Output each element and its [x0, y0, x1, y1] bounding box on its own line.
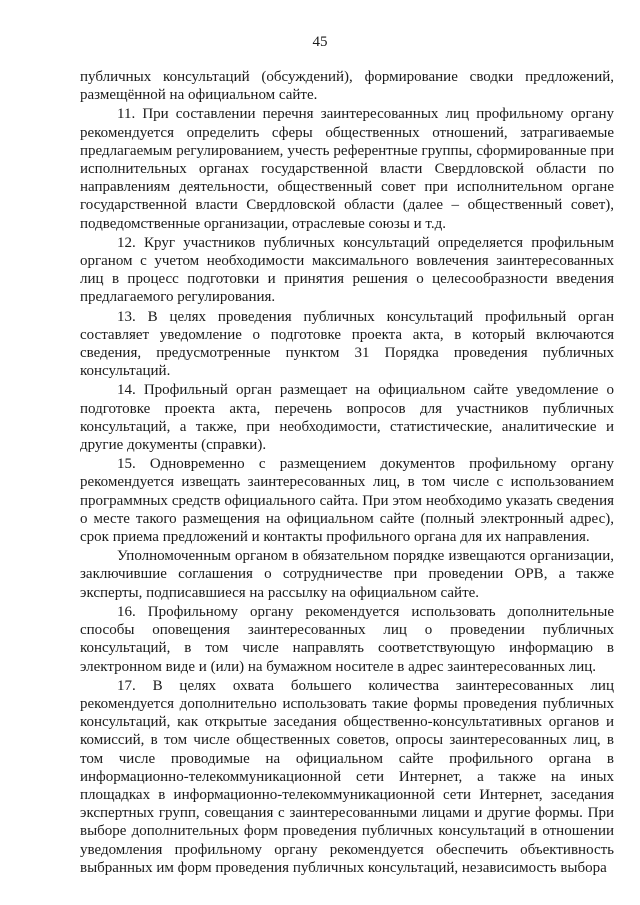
paragraph-13: 13. В целях проведения публичных консультаций профильный орган составляет уведомление о подготовке проекта акта, в который включаются сведения, предусмотренные пунктом 31 Порядка проведения публичных консультаций. [80, 308, 614, 380]
page-number: 45 [312, 34, 328, 50]
paragraph-15-notice: Уполномоченным органом в обязательном порядке извещаются организации, заключившие соглашения о сотрудничестве при проведении ОРВ, а также эксперты, подписавшиеся на рассылку на официальном сайте. [80, 548, 614, 601]
paragraph-continuation: публичных консультаций (обсуждений), формирование сводки предложений, размещённой на официальном сайте. [80, 69, 614, 104]
paragraph-15: 15. Одновременно с размещением документов профильному органу рекомендуется извещать заинтересованных лиц, в том числе с использованием программных средств официального сайта. При этом необходимо указать сведения о месте такого размещения на официальном сайте (полный электронный адрес), срок приема предложений и контакты профильного органа для их направления. [80, 456, 614, 546]
paragraph-17: 17. В целях охвата большего количества заинтересованных лиц рекомендуется дополнительно использовать такие формы проведения публичных консультаций, как открытые заседания общественно-консультативных органов и комиссий, в том числе общественных советов, опросы заинтересованных лиц, в том числе проводимые на официальном сайте профильного органа в информационно-телекоммуникационной сети Интернет, а также на иных площадках в информационно-телекоммуникационной сети Интернет, заседания экспертных групп, совещания с заинтересованными лицами и другие формы. При выборе дополнительных форм проведения публичных консультаций в отношении уведомления профильному органу рекомендуется обеспечить объективность выбранных им форм проведения публичных консультаций, независимость выбора [80, 677, 614, 876]
paragraph-11: 11. При составлении перечня заинтересованных лиц профильному органу рекомендуется определить сферы общественных отношений, затрагиваемые предлагаемым регулированием, учесть референтные группы, сформированные при исполнительных органах государственной власти Свердловской области по направлениям деятельности, общественный совет при исполнительном органе государственной власти Свердловской области (далее – общественный совет), подведомственные организации, отраслевые союзы и т.д. [80, 106, 614, 232]
paragraph-16: 16. Профильному органу рекомендуется использовать дополнительные способы оповещения заинтересованных лиц о проведении публичных консультаций, в том числе направлять соответствующую информацию в электронном виде и (или) на бумажном носителе в адрес заинтересованных лиц. [80, 603, 614, 675]
paragraph-14: 14. Профильный орган размещает на официальном сайте уведомление о подготовке проекта акта, перечень вопросов для участников публичных консультаций, а также, при необходимости, статистические, аналитические и другие документы (справки). [80, 382, 614, 454]
paragraph-12: 12. Круг участников публичных консультаций определяется профильным органом с учетом необходимости максимального вовлечения заинтересованных лиц в процесс подготовки и принятия решения о целесообразности введения предлагаемого регулирования. [80, 234, 614, 306]
document-body [80, 68, 614, 877]
